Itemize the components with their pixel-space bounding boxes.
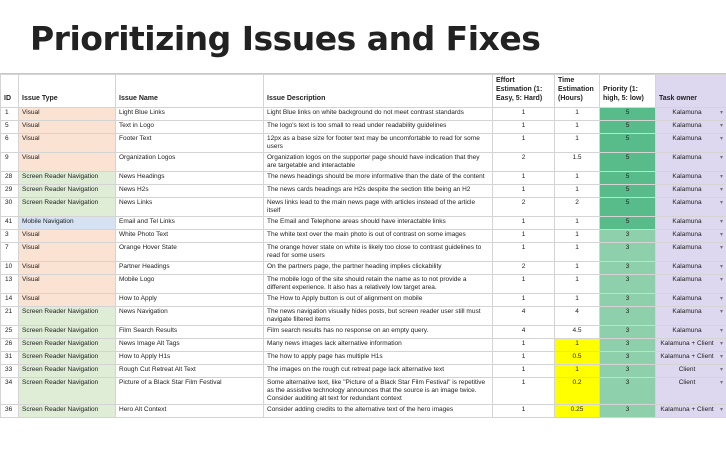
task-owner-value: Kalamuna bbox=[672, 231, 701, 238]
task-owner-value: Kalamuna bbox=[672, 135, 701, 142]
task-owner-value: Client bbox=[679, 366, 696, 373]
cell-issue-name[interactable]: News Links bbox=[116, 198, 264, 217]
cell-id[interactable]: 29 bbox=[1, 185, 19, 198]
cell-issue-name[interactable]: White Photo Text bbox=[116, 230, 264, 243]
page-title: Prioritizing Issues and Fixes bbox=[30, 17, 540, 61]
cell-effort[interactable]: 2 bbox=[493, 153, 555, 172]
cell-issue-description[interactable]: Light Blue links on white background do not meet contrast standards bbox=[264, 108, 493, 121]
cell-effort[interactable]: 1 bbox=[493, 352, 555, 365]
cell-id[interactable]: 1 bbox=[1, 108, 19, 121]
cell-effort[interactable]: 4 bbox=[493, 326, 555, 339]
cell-issue-type[interactable]: Visual bbox=[19, 262, 116, 275]
task-owner-value: Kalamuna bbox=[672, 295, 701, 302]
cell-issue-name[interactable]: Email and Tel Links bbox=[116, 217, 264, 230]
cell-id[interactable]: 28 bbox=[1, 172, 19, 185]
chevron-down-icon[interactable]: ▾ bbox=[720, 173, 723, 181]
header-issue-type[interactable]: Issue Type bbox=[19, 75, 116, 108]
cell-priority[interactable]: 3 bbox=[600, 230, 656, 243]
cell-time[interactable]: 1 bbox=[555, 243, 600, 262]
task-owner-value: Kalamuna + Client bbox=[660, 353, 713, 360]
cell-priority[interactable]: 5 bbox=[600, 108, 656, 121]
table-row bbox=[1, 275, 726, 294]
task-owner-value: Client bbox=[679, 379, 696, 386]
task-owner-value: Kalamuna bbox=[672, 154, 701, 161]
cell-effort[interactable]: 1 bbox=[493, 339, 555, 352]
table-row bbox=[1, 307, 726, 326]
cell-task-owner[interactable] bbox=[656, 172, 726, 185]
cell-issue-description[interactable]: The news navigation visually hides posts, but screen reader user still must navigate filtered items bbox=[264, 307, 493, 326]
cell-priority[interactable]: 3 bbox=[600, 326, 656, 339]
cell-effort[interactable]: 1 bbox=[493, 405, 555, 418]
cell-issue-type[interactable]: Visual bbox=[19, 134, 116, 153]
cell-id[interactable]: 33 bbox=[1, 365, 19, 378]
cell-issue-description[interactable]: News links lead to the main news page with articles instead of the article itself bbox=[264, 198, 493, 217]
cell-priority[interactable]: 3 bbox=[600, 339, 656, 352]
cell-task-owner[interactable] bbox=[656, 365, 726, 378]
task-owner-value: Kalamuna bbox=[672, 109, 701, 116]
cell-issue-name[interactable]: News Navigation bbox=[116, 307, 264, 326]
cell-issue-name[interactable]: Mobile Logo bbox=[116, 275, 264, 294]
cell-issue-type[interactable]: Screen Reader Navigation bbox=[19, 172, 116, 185]
cell-effort[interactable]: 1 bbox=[493, 378, 555, 405]
cell-issue-type[interactable]: Visual bbox=[19, 230, 116, 243]
cell-effort[interactable]: 4 bbox=[493, 307, 555, 326]
cell-id[interactable]: 30 bbox=[1, 198, 19, 217]
cell-issue-type[interactable]: Visual bbox=[19, 153, 116, 172]
cell-id[interactable]: 7 bbox=[1, 243, 19, 262]
cell-time[interactable]: 0.25 bbox=[555, 405, 600, 418]
cell-issue-type[interactable]: Screen Reader Navigation bbox=[19, 198, 116, 217]
header-effort[interactable]: Effort Estimation (1: Easy, 5: Hard) bbox=[493, 75, 555, 108]
table-row bbox=[1, 294, 726, 307]
cell-priority[interactable]: 3 bbox=[600, 352, 656, 365]
cell-issue-type[interactable]: Visual bbox=[19, 294, 116, 307]
cell-effort[interactable]: 1 bbox=[493, 134, 555, 153]
chevron-down-icon[interactable]: ▾ bbox=[720, 109, 723, 117]
table-row bbox=[1, 153, 726, 172]
cell-issue-description[interactable]: The How to Apply button is out of alignment on mobile bbox=[264, 294, 493, 307]
cell-issue-description[interactable]: The orange hover state on white is likely too close to contrast guidelines to read for some users bbox=[264, 243, 493, 262]
cell-issue-name[interactable]: Text in Logo bbox=[116, 121, 264, 134]
table-row bbox=[1, 185, 726, 198]
cell-issue-description[interactable]: Many news images lack alternative information bbox=[264, 339, 493, 352]
cell-issue-description[interactable]: The news headings should be more informative than the date of the content bbox=[264, 172, 493, 185]
cell-id[interactable]: 36 bbox=[1, 405, 19, 418]
cell-issue-type[interactable]: Visual bbox=[19, 275, 116, 294]
header-owner[interactable]: Task owner bbox=[656, 75, 726, 108]
cell-id[interactable]: 13 bbox=[1, 275, 19, 294]
cell-id[interactable]: 21 bbox=[1, 307, 19, 326]
cell-id[interactable]: 6 bbox=[1, 134, 19, 153]
cell-time[interactable]: 0.2 bbox=[555, 378, 600, 405]
task-owner-value: Kalamuna bbox=[672, 244, 701, 251]
cell-id[interactable]: 10 bbox=[1, 262, 19, 275]
cell-id[interactable]: 25 bbox=[1, 326, 19, 339]
cell-time[interactable]: 1 bbox=[555, 185, 600, 198]
table-row bbox=[1, 243, 726, 262]
table-row bbox=[1, 172, 726, 185]
cell-task-owner[interactable] bbox=[656, 185, 726, 198]
cell-id[interactable]: 34 bbox=[1, 378, 19, 405]
task-owner-value: Kalamuna + Client bbox=[660, 406, 713, 413]
header-id[interactable]: ID bbox=[1, 75, 19, 108]
table-row bbox=[1, 405, 726, 418]
task-owner-value: Kalamuna bbox=[672, 186, 701, 193]
chevron-down-icon[interactable]: ▾ bbox=[720, 186, 723, 194]
cell-time[interactable]: 1 bbox=[555, 230, 600, 243]
cell-priority[interactable]: 3 bbox=[600, 307, 656, 326]
cell-time[interactable]: 1 bbox=[555, 217, 600, 230]
cell-time[interactable]: 1 bbox=[555, 365, 600, 378]
cell-issue-description[interactable]: On the partners page, the partner heading implies clickability bbox=[264, 262, 493, 275]
cell-time[interactable]: 1 bbox=[555, 134, 600, 153]
cell-issue-description[interactable]: The images on the rough cut retreat page lack alternative text bbox=[264, 365, 493, 378]
cell-issue-type[interactable]: Screen Reader Navigation bbox=[19, 185, 116, 198]
cell-issue-name[interactable]: Hero Alt Context bbox=[116, 405, 264, 418]
task-owner-value: Kalamuna bbox=[672, 218, 701, 225]
cell-task-owner[interactable] bbox=[656, 134, 726, 153]
cell-issue-name[interactable]: News Headings bbox=[116, 172, 264, 185]
table-row bbox=[1, 365, 726, 378]
cell-effort[interactable]: 1 bbox=[493, 185, 555, 198]
table-row bbox=[1, 326, 726, 339]
table-row bbox=[1, 262, 726, 275]
cell-time[interactable]: 4.5 bbox=[555, 326, 600, 339]
cell-id[interactable]: 14 bbox=[1, 294, 19, 307]
chevron-down-icon[interactable]: ▾ bbox=[720, 263, 723, 271]
chevron-down-icon[interactable]: ▾ bbox=[720, 218, 723, 226]
cell-task-owner[interactable] bbox=[656, 121, 726, 134]
chevron-down-icon[interactable]: ▾ bbox=[720, 308, 723, 316]
cell-issue-description[interactable]: The white text over the main photo is out of contrast on some images bbox=[264, 230, 493, 243]
cell-time[interactable]: 1 bbox=[555, 121, 600, 134]
cell-issue-name[interactable]: Organization Logos bbox=[116, 153, 264, 172]
cell-id[interactable]: 26 bbox=[1, 339, 19, 352]
cell-issue-type[interactable]: Screen Reader Navigation bbox=[19, 326, 116, 339]
cell-task-owner[interactable] bbox=[656, 294, 726, 307]
cell-issue-name[interactable]: Rough Cut Retreat Alt Text bbox=[116, 365, 264, 378]
chevron-down-icon[interactable]: ▾ bbox=[720, 295, 723, 303]
cell-issue-description[interactable]: Consider adding credits to the alternative text of the hero images bbox=[264, 405, 493, 418]
chevron-down-icon[interactable]: ▾ bbox=[720, 135, 723, 143]
cell-issue-name[interactable]: Light Blue Links bbox=[116, 108, 264, 121]
cell-issue-description[interactable]: Film search results has no response on an empty query. bbox=[264, 326, 493, 339]
cell-priority[interactable]: 3 bbox=[600, 365, 656, 378]
cell-task-owner[interactable] bbox=[656, 230, 726, 243]
cell-time[interactable]: 2 bbox=[555, 198, 600, 217]
cell-time[interactable]: 1 bbox=[555, 294, 600, 307]
task-owner-value: Kalamuna bbox=[672, 173, 701, 180]
cell-issue-name[interactable]: Picture of a Black Star Film Festival bbox=[116, 378, 264, 405]
cell-issue-description[interactable]: The mobile logo of the site should retain the name as to not provide a different experience. It also has a relatively low target area. bbox=[264, 275, 493, 294]
cell-effort[interactable]: 1 bbox=[493, 121, 555, 134]
cell-task-owner[interactable] bbox=[656, 217, 726, 230]
cell-issue-description[interactable]: Organization logos on the supporter page should have indication that they are targetable and interactable bbox=[264, 153, 493, 172]
cell-issue-description[interactable]: Some alternative text, like "Picture of a Black Star Film Festival" is repetitive as the assistive technology announces that the source is an image twice. Consider auditing alt text for redundant context bbox=[264, 378, 493, 405]
cell-issue-name[interactable]: How to Apply bbox=[116, 294, 264, 307]
cell-issue-name[interactable]: Footer Text bbox=[116, 134, 264, 153]
header-time[interactable]: Time Estimation (Hours) bbox=[555, 75, 600, 108]
cell-issue-name[interactable]: How to Apply H1s bbox=[116, 352, 264, 365]
cell-issue-name[interactable]: Film Search Results bbox=[116, 326, 264, 339]
cell-effort[interactable]: 1 bbox=[493, 243, 555, 262]
cell-id[interactable]: 31 bbox=[1, 352, 19, 365]
table-body bbox=[1, 108, 726, 418]
cell-task-owner[interactable] bbox=[656, 378, 726, 405]
table-row bbox=[1, 198, 726, 217]
header-issue-name[interactable]: Issue Name bbox=[116, 75, 264, 108]
cell-issue-type[interactable]: Screen Reader Navigation bbox=[19, 307, 116, 326]
cell-time[interactable]: 1 bbox=[555, 275, 600, 294]
chevron-down-icon[interactable]: ▾ bbox=[720, 154, 723, 162]
chevron-down-icon[interactable]: ▾ bbox=[720, 231, 723, 239]
cell-priority[interactable]: 3 bbox=[600, 275, 656, 294]
cell-time[interactable]: 1.5 bbox=[555, 153, 600, 172]
cell-priority[interactable]: 3 bbox=[600, 262, 656, 275]
cell-issue-name[interactable]: Orange Hover State bbox=[116, 243, 264, 262]
cell-issue-type[interactable]: Mobile Navigation bbox=[19, 217, 116, 230]
cell-priority[interactable]: 5 bbox=[600, 134, 656, 153]
cell-priority[interactable]: 3 bbox=[600, 294, 656, 307]
cell-task-owner[interactable] bbox=[656, 243, 726, 262]
cell-id[interactable]: 9 bbox=[1, 153, 19, 172]
table-row bbox=[1, 230, 726, 243]
task-owner-value: Kalamuna bbox=[672, 308, 701, 315]
cell-issue-type[interactable]: Screen Reader Navigation bbox=[19, 339, 116, 352]
cell-time[interactable]: 0.5 bbox=[555, 352, 600, 365]
header-row bbox=[1, 75, 726, 108]
cell-priority[interactable]: 5 bbox=[600, 172, 656, 185]
task-owner-value: Kalamuna bbox=[672, 263, 701, 270]
cell-priority[interactable]: 5 bbox=[600, 198, 656, 217]
issues-table bbox=[0, 74, 726, 418]
cell-issue-type[interactable]: Visual bbox=[19, 121, 116, 134]
cell-task-owner[interactable] bbox=[656, 352, 726, 365]
table-row bbox=[1, 339, 726, 352]
cell-issue-name[interactable]: News H2s bbox=[116, 185, 264, 198]
cell-time[interactable]: 1 bbox=[555, 172, 600, 185]
cell-time[interactable]: 1 bbox=[555, 262, 600, 275]
cell-effort[interactable]: 2 bbox=[493, 198, 555, 217]
cell-priority[interactable]: 5 bbox=[600, 121, 656, 134]
cell-issue-type[interactable]: Screen Reader Navigation bbox=[19, 352, 116, 365]
cell-task-owner[interactable] bbox=[656, 307, 726, 326]
task-owner-value: Kalamuna bbox=[672, 327, 701, 334]
cell-id[interactable]: 41 bbox=[1, 217, 19, 230]
chevron-down-icon[interactable]: ▾ bbox=[720, 122, 723, 130]
chevron-down-icon[interactable]: ▾ bbox=[720, 244, 723, 252]
cell-task-owner[interactable] bbox=[656, 339, 726, 352]
chevron-down-icon[interactable]: ▾ bbox=[720, 379, 723, 387]
cell-priority[interactable]: 3 bbox=[600, 378, 656, 405]
task-owner-value: Kalamuna bbox=[672, 122, 701, 129]
cell-time[interactable]: 4 bbox=[555, 307, 600, 326]
cell-priority[interactable]: 3 bbox=[600, 243, 656, 262]
chevron-down-icon[interactable]: ▾ bbox=[720, 353, 723, 361]
cell-effort[interactable]: 2 bbox=[493, 262, 555, 275]
cell-task-owner[interactable] bbox=[656, 262, 726, 275]
cell-issue-description[interactable]: The news cards headings are H2s despite the section title being an H2 bbox=[264, 185, 493, 198]
table-row bbox=[1, 352, 726, 365]
cell-effort[interactable]: 1 bbox=[493, 217, 555, 230]
cell-task-owner[interactable] bbox=[656, 326, 726, 339]
cell-issue-type[interactable]: Screen Reader Navigation bbox=[19, 405, 116, 418]
task-owner-value: Kalamuna + Client bbox=[660, 340, 713, 347]
cell-effort[interactable]: 1 bbox=[493, 275, 555, 294]
task-owner-value: Kalamuna bbox=[672, 199, 701, 206]
cell-issue-description[interactable]: The how to apply page has multiple H1s bbox=[264, 352, 493, 365]
cell-priority[interactable]: 5 bbox=[600, 185, 656, 198]
chevron-down-icon[interactable]: ▾ bbox=[720, 199, 723, 207]
cell-issue-description[interactable]: 12px as a base size for footer text may be uncomfortable to read for some users bbox=[264, 134, 493, 153]
cell-task-owner[interactable] bbox=[656, 108, 726, 121]
cell-id[interactable]: 5 bbox=[1, 121, 19, 134]
cell-task-owner[interactable] bbox=[656, 153, 726, 172]
cell-task-owner[interactable] bbox=[656, 198, 726, 217]
cell-issue-type[interactable]: Screen Reader Navigation bbox=[19, 365, 116, 378]
cell-issue-type[interactable]: Visual bbox=[19, 243, 116, 262]
cell-issue-description[interactable]: The Email and Telephone areas should have interactable links bbox=[264, 217, 493, 230]
table-row bbox=[1, 217, 726, 230]
cell-task-owner[interactable] bbox=[656, 405, 726, 418]
chevron-down-icon[interactable]: ▾ bbox=[720, 366, 723, 374]
issues-spreadsheet bbox=[0, 73, 726, 452]
cell-time[interactable]: 1 bbox=[555, 339, 600, 352]
cell-issue-type[interactable]: Screen Reader Navigation bbox=[19, 378, 116, 405]
chevron-down-icon[interactable]: ▾ bbox=[720, 340, 723, 348]
cell-effort[interactable]: 1 bbox=[493, 172, 555, 185]
cell-effort[interactable]: 1 bbox=[493, 108, 555, 121]
table-row bbox=[1, 121, 726, 134]
cell-priority[interactable]: 5 bbox=[600, 153, 656, 172]
cell-issue-description[interactable]: The logo's text is too small to read under readability guidelines bbox=[264, 121, 493, 134]
chevron-down-icon[interactable]: ▾ bbox=[720, 276, 723, 284]
chevron-down-icon[interactable]: ▾ bbox=[720, 406, 723, 414]
table-row bbox=[1, 108, 726, 121]
cell-issue-name[interactable]: News Image Alt Tags bbox=[116, 339, 264, 352]
cell-effort[interactable]: 1 bbox=[493, 230, 555, 243]
cell-effort[interactable]: 1 bbox=[493, 294, 555, 307]
header-priority[interactable]: Priority (1: high, 5: low) bbox=[600, 75, 656, 108]
cell-effort[interactable]: 1 bbox=[493, 365, 555, 378]
task-owner-value: Kalamuna bbox=[672, 276, 701, 283]
cell-priority[interactable]: 3 bbox=[600, 405, 656, 418]
chevron-down-icon[interactable]: ▾ bbox=[720, 327, 723, 335]
cell-task-owner[interactable] bbox=[656, 275, 726, 294]
cell-id[interactable]: 3 bbox=[1, 230, 19, 243]
cell-issue-name[interactable]: Partner Headings bbox=[116, 262, 264, 275]
cell-issue-type[interactable]: Visual bbox=[19, 108, 116, 121]
cell-time[interactable]: 1 bbox=[555, 108, 600, 121]
cell-priority[interactable]: 5 bbox=[600, 217, 656, 230]
header-issue-description[interactable]: Issue Description bbox=[264, 75, 493, 108]
table-row bbox=[1, 378, 726, 405]
table-row bbox=[1, 134, 726, 153]
